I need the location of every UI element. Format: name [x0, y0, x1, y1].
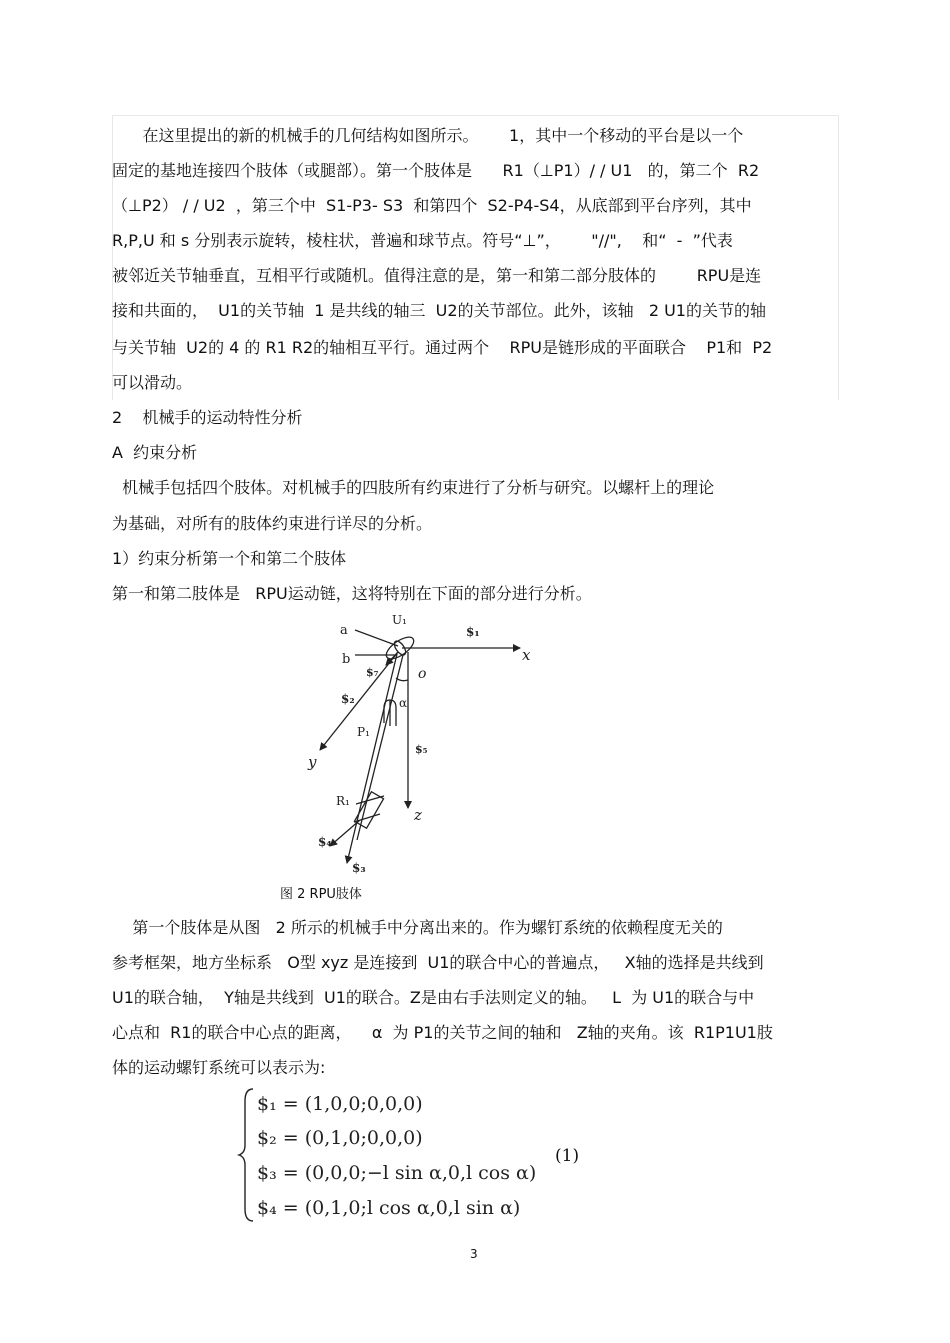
equation-number: (1): [555, 1146, 580, 1166]
label-z: z: [414, 806, 422, 824]
figure-caption: 图 2 RPU肢体: [280, 887, 362, 902]
label-r1: R₁: [336, 794, 350, 808]
paragraph-line: 第一和第二肢体是 RPU运动链，这将特别在下面的部分进行分析。: [112, 584, 592, 603]
screw-s4-arrow: [330, 820, 360, 846]
paragraph-line: 参考框架，地方坐标系 O型 xyz 是连接到 U1的联合中心的普遍点， X轴的选择是共线到: [112, 953, 764, 972]
label-y: y: [308, 753, 317, 771]
label-o: o: [418, 666, 427, 682]
paragraph-line: R,P,U 和 s 分别表示旋转，棱柱状，普遍和球节点。符号“⊥”， "//", 和“ - ”代表: [112, 231, 733, 250]
label-s5: $₅: [415, 743, 428, 756]
paragraph-line: 在这里提出的新的机械手的几何结构如图所示。 1，其中一个移动的平台是以一个: [112, 126, 744, 145]
label-s3: $₃: [352, 861, 366, 875]
paragraph-line: 固定的基地连接四个肢体（或腿部）。第一个肢体是 R1（⊥P1）/ / U1 的，第二个 R2: [112, 161, 760, 180]
label-s4: $₄: [318, 835, 332, 849]
equation-row: $₄ = (0,1,0;l cos α,0,l sin α): [257, 1197, 521, 1219]
top-guide-line: [112, 115, 838, 116]
paragraph-line: 为基础，对所有的肢体约束进行详尽的分析。: [112, 514, 433, 533]
label-u1: U₁: [392, 613, 407, 627]
limb-rod-outer: [357, 655, 403, 840]
section-heading: 2 机械手的运动特性分析: [112, 408, 303, 427]
paragraph-line: 机械手包括四个肢体。对机械手的四肢所有约束进行了分析与研究。以螺杆上的理论: [112, 478, 715, 497]
equation-row: $₃ = (0,0,0;−l sin α,0,l cos α): [257, 1162, 537, 1184]
subsubsection-heading: 1）约束分析第一个和第二个肢体: [112, 549, 347, 568]
paragraph-line: 接和共面的， U1的关节轴 1 是共线的轴三 U2的关节部位。此外，该轴 2 U1的关节的轴: [112, 301, 766, 320]
label-s2: $₂: [341, 692, 355, 706]
label-b: b: [342, 652, 351, 667]
equation-brace: [239, 1089, 253, 1221]
paragraph-line: 可以滑动。: [112, 373, 193, 392]
label-a: a: [340, 623, 348, 638]
r1-joint-hatch: [356, 796, 384, 804]
label-alpha: α: [399, 696, 408, 710]
paragraph-line: 体的运动螺钉系统可以表示为:: [112, 1058, 326, 1077]
rpu-limb-figure: [300, 608, 560, 878]
label-p1: P₁: [357, 725, 370, 739]
label-s7: $₇: [366, 666, 379, 679]
page-number: 3: [470, 1247, 478, 1261]
paragraph-line: 被邻近关节轴垂直，互相平行或随机。值得注意的是，第一和第二部分肢体的 RPU是连: [112, 266, 762, 285]
paragraph-line: （⊥P2） / / U2 ，第三个中 S1-P3- S3 和第四个 S2-P4-S4，从底部到平台序列，其中: [112, 196, 752, 215]
paragraph-line: 第一个肢体是从图 2 所示的机械手中分离出来的。作为螺钉系统的依赖程度无关的: [112, 918, 723, 937]
label-s1: $₁: [466, 625, 480, 639]
label-x: x: [522, 646, 531, 664]
equation-row: $₁ = (1,0,0;0,0,0): [257, 1093, 423, 1115]
line-a: [355, 630, 398, 646]
paragraph-line: 心点和 R1的联合中心点的距离， α 为 P1的关节之间的轴和 Z轴的夹角。该 R1P1U1肢: [112, 1023, 773, 1042]
equation-row: $₂ = (0,1,0;0,0,0): [257, 1127, 423, 1149]
paragraph-line: 与关节轴 U2的 4 的 R1 R2的轴相互平行。通过两个 RPU是链形成的平面联合 P1和 P2: [112, 338, 773, 357]
subsection-heading: A 约束分析: [112, 443, 198, 462]
paragraph-line: U1的联合轴， Y轴是共线到 U1的联合。Z是由右手法则定义的轴。 L 为 U1的联合与中: [112, 988, 755, 1007]
